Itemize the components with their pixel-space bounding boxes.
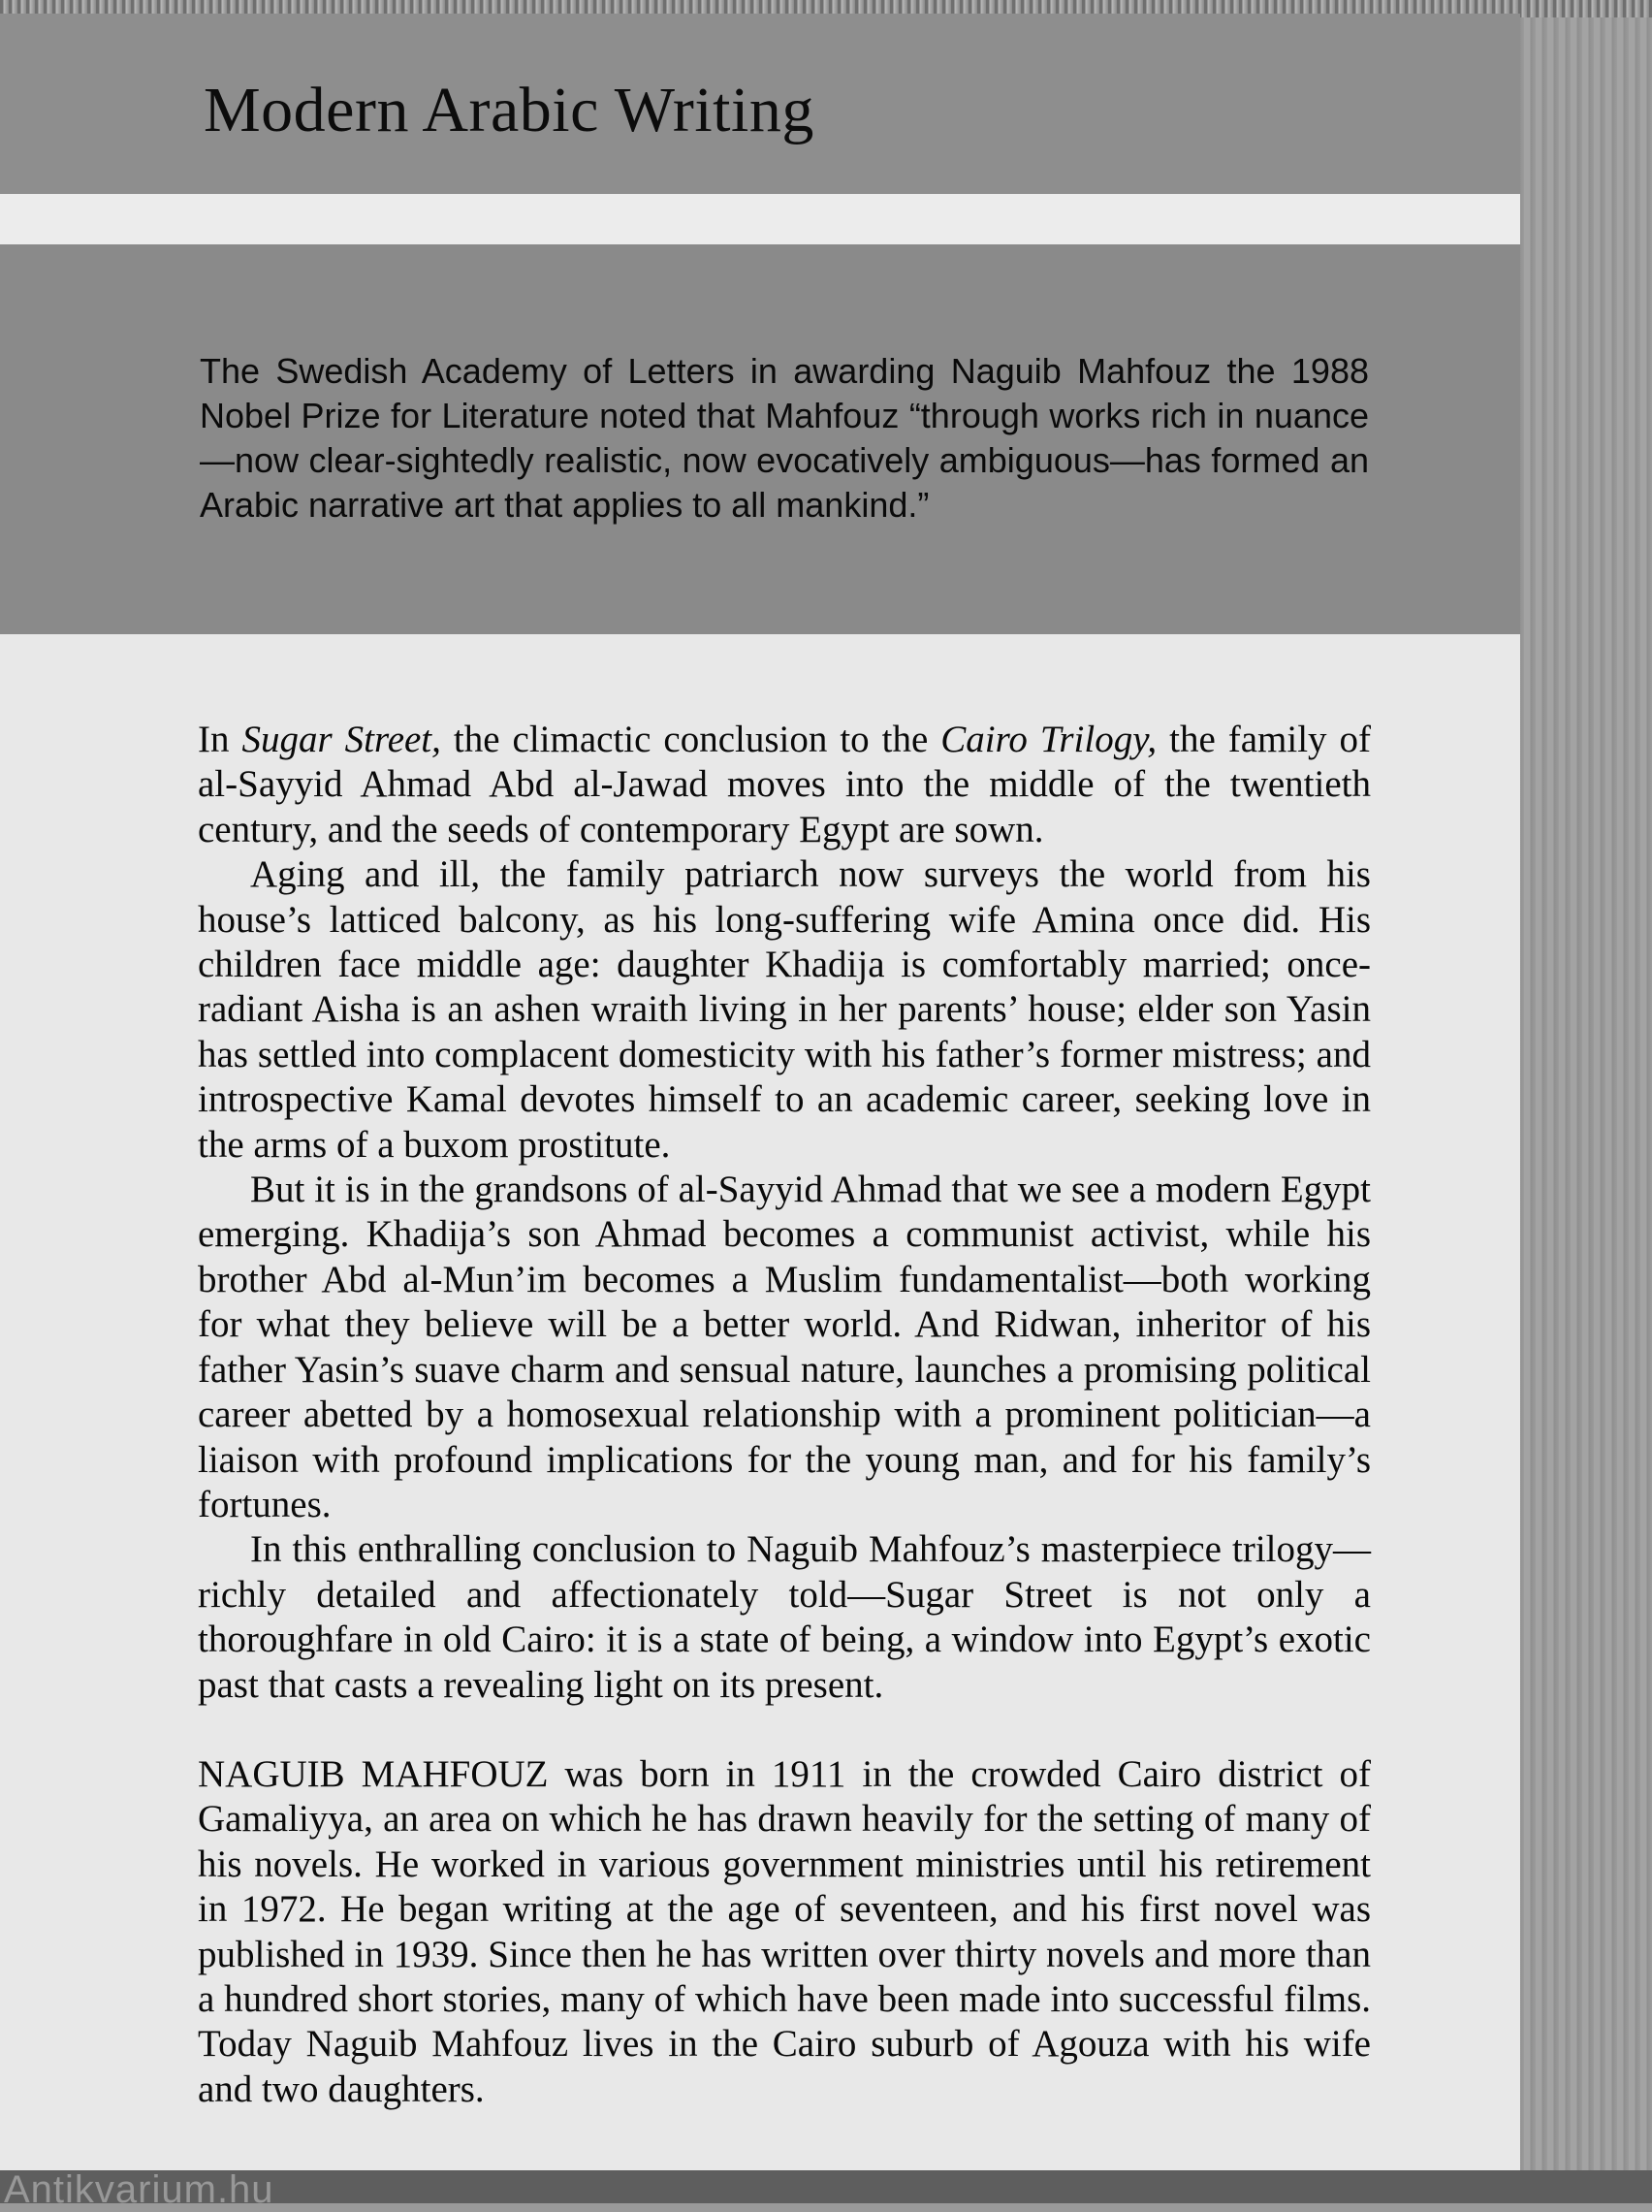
blurb-area	[0, 634, 1520, 2203]
trilogy-title-italic: Cairo Trilogy,	[940, 719, 1158, 760]
title-band	[0, 14, 1520, 194]
series-title: Modern Arabic Writing	[204, 75, 814, 145]
blurb-paragraph-family: Aging and ill, the family patriarch now surveys the world from his house’s latticed balcony, as his long-suffering wife Amina once did. His children face middle age: daughter Khadija is comfortably married; once-radiant Aisha is an ashen wraith living in her parents’ house; elder son Yasin has settled into complacent domesticity with his father’s former mistress; and introspective Kamal devotes himself to an academic career, seeking love in the arms of a buxom prostitute.	[198, 853, 1371, 1166]
intro-rest: the family of al-Sayyid Ahmad Abd al-Jawad moves into the middle of the twentieth century, and the seeds of contemporary Egypt are sown.	[198, 719, 1372, 850]
intro-lead: In	[198, 719, 242, 760]
blurb-paragraph-grandsons: But it is in the grandsons of al-Sayyid Ahmad that we see a modern Egypt emerging. Khadija’s son Ahmad becomes a communist activist, while his brother Abd al-Mun’im becomes a Muslim fundamentalist—both working for what they believe will be a better world. And Ridwan, inheritor of his father Yasin’s suave charm and sensual nature, launches a promising political career abetted by a homosexual relationship with a prominent politician—a liaison with profound implications for the young man, and for his family’s fortunes.	[198, 1169, 1371, 1525]
author-bio: NAGUIB MAHFOUZ was born in 1911 in the crowded Cairo district of Gamaliyya, an area on which he has drawn heavily for the setting of many of his novels. He worked in various government ministries until his retirement in 1972. He began writing at the age of seventeen, and his first novel was published in 1939. Since then he has written over thirty novels and more than a hundred short stories, many of which have been made into successful films. Today Naguib Mahfouz lives in the Cairo suburb of Agouza with his wife and two daughters.	[198, 1752, 1371, 2110]
divider-band	[0, 194, 1520, 244]
quote-band	[0, 244, 1520, 634]
blurb-paragraph-conclusion: In this enthralling conclusion to Naguib Mahfouz’s masterpiece trilogy—richly detailed and affectionately told—Sugar Street is not only a thoroughfare in old Cairo: it is a state of being, a window into Egypt’s exotic past that casts a revealing light on its present.	[198, 1528, 1371, 1706]
watermark-text: Antikvarium.hu	[4, 2168, 274, 2211]
book-blurb	[198, 718, 1371, 2112]
book-back-cover	[0, 14, 1520, 2203]
book-title-italic: Sugar Street,	[241, 719, 441, 760]
blurb-intro-paragraph	[198, 718, 1371, 852]
nobel-quote: The Swedish Academy of Letters in awarding Naguib Mahfouz the 1988 Nobel Prize for Literature noted that Mahfouz “through works rich in nuance—now clear-sightedly realistic, now evocatively ambiguous—has formed an Arabic narrative art that applies to all mankind.”	[200, 351, 1369, 525]
intro-middle: the climactic conclusion to the	[440, 719, 941, 760]
